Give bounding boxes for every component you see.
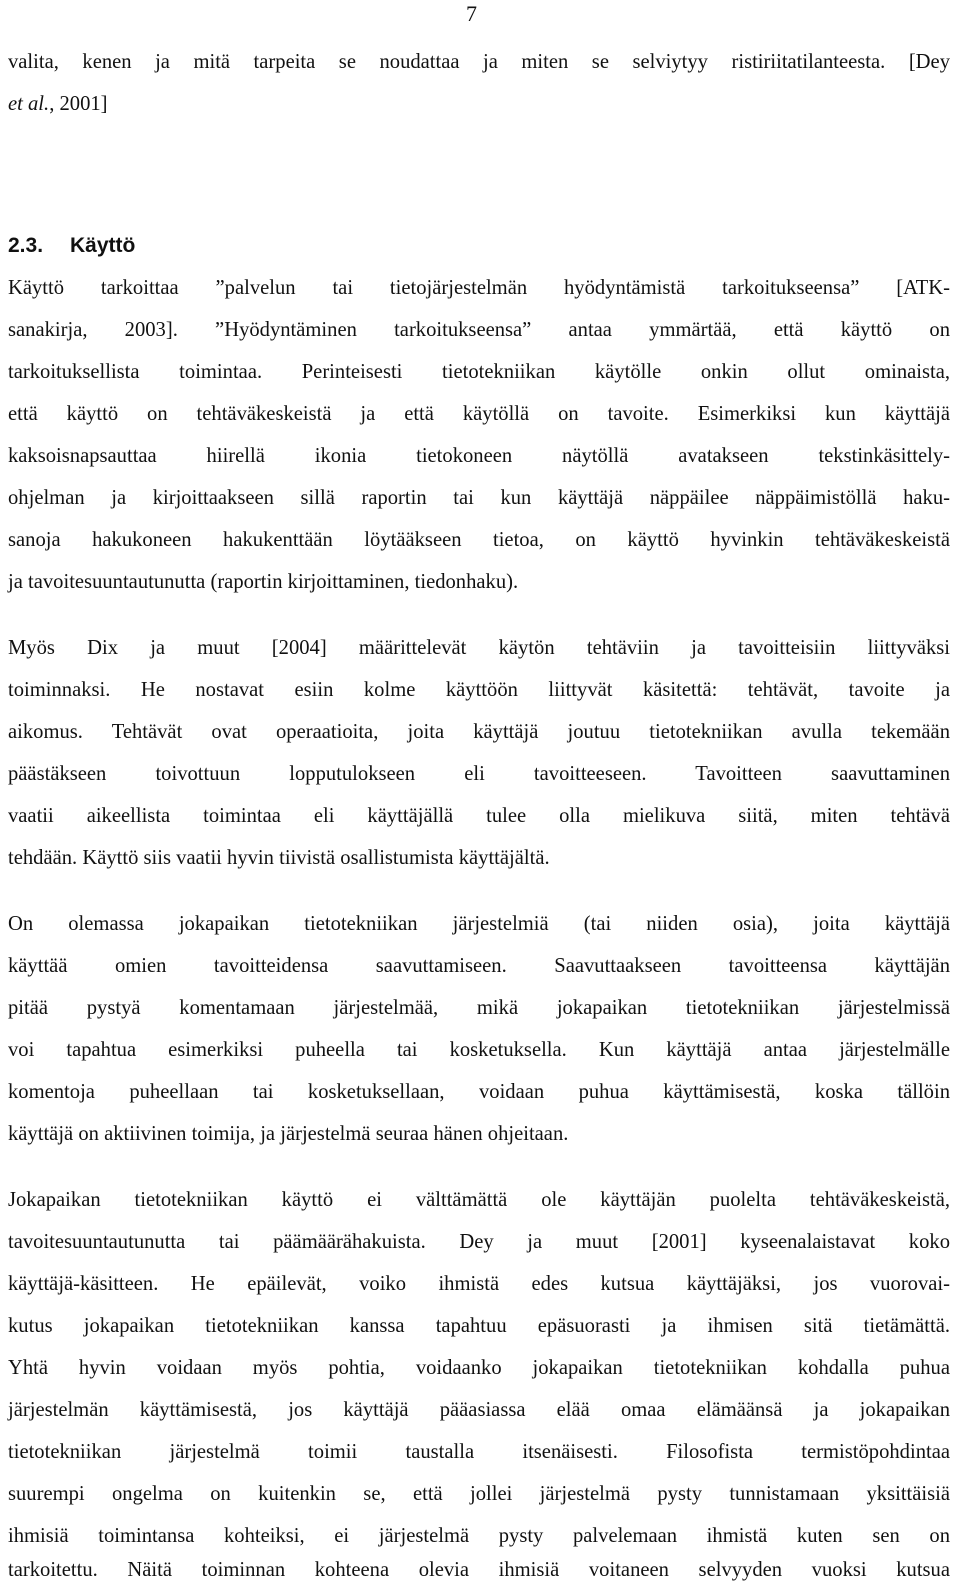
text-line: Myös Dix ja muut [2004] määrittelevät käytön tehtäviin ja tavoitteisiin liittyväksi xyxy=(8,637,950,659)
section-number: 2.3. xyxy=(8,234,44,257)
text-line: sanoja hakukoneen hakukenttään löytääkseen tietoa, on käyttö hyvinkin tehtäväkeskeistä xyxy=(8,529,950,551)
text-line: kutus jokapaikan tietotekniikan kanssa tapahtuu epäsuorasti ja ihmisen sitä tietämättä. xyxy=(8,1315,950,1337)
text-line: pitää pystyä komentamaan järjestelmää, mikä jokapaikan tietotekniikan järjestelmissä xyxy=(8,997,950,1019)
text-line: Käyttö tarkoittaa ”palvelun tai tietojärjestelmän hyödyntämistä tarkoitukseensa” [ATK- xyxy=(8,277,950,299)
text-line: käyttää omien tavoitteidensa saavuttamiseen. Saavuttaakseen tavoitteensa käyttäjän xyxy=(8,955,950,977)
text-line: komentoja puheellaan tai kosketuksellaan, voidaan puhua käyttämisestä, koska tällöin xyxy=(8,1081,950,1103)
text-line: kaksoisnapsauttaa hiirellä ikonia tietokoneen näytöllä avatakseen tekstinkäsittely- xyxy=(8,445,950,467)
text-line: Yhtä hyvin voidaan myös pohtia, voidaanko jokapaikan tietotekniikan kohdalla puhua xyxy=(8,1357,950,1379)
text-line: suurempi ongelma on kuitenkin se, että jollei järjestelmä pysty tunnistamaan yksittäisiä xyxy=(8,1483,950,1505)
section-title: Käyttö xyxy=(70,234,136,257)
text-line: ohjelman ja kirjoittaakseen sillä raportin tai kun käyttäjä näppäilee näppäimistöllä haku- xyxy=(8,487,950,509)
intro-citation-italic: et al. xyxy=(8,93,50,115)
text-line: voi tapahtua esimerkiksi puheella tai kosketuksella. Kun käyttäjä antaa järjestelmälle xyxy=(8,1039,950,1061)
text-line: tarkoitettu. Näitä toiminnan kohteena olevia ihmisiä voitaneen selvyyden vuoksi kutsua xyxy=(8,1559,950,1581)
intro-line-2 xyxy=(8,90,950,118)
text-line: toiminnaksi. He nostavat esiin kolme käyttöön liittyvät käsitettä: tehtävät, tavoite ja xyxy=(8,679,950,701)
section-heading xyxy=(8,232,135,260)
text-line: päästäkseen toivottuun lopputulokseen eli tavoitteeseen. Tavoitteen saavuttaminen xyxy=(8,763,950,785)
text-line: järjestelmän käyttämisestä, jos käyttäjä pääasiassa elää omaa elämäänsä ja jokapaikan xyxy=(8,1399,950,1421)
text-line: ja tavoitesuuntautunutta (raportin kirjoittaminen, tiedonhaku). xyxy=(8,571,519,593)
text-line: aikomus. Tehtävät ovat operaatioita, joita käyttäjä joutuu tietotekniikan avulla tekemään xyxy=(8,721,950,743)
intro-line-1: valita, kenen ja mitä tarpeita se noudattaa ja miten se selviytyy ristiriitatilanteesta. [Dey xyxy=(8,51,950,73)
text-line: vaatii aikeellista toimintaa eli käyttäjällä tulee olla mielikuva siitä, miten tehtävä xyxy=(8,805,950,827)
text-line: että käyttö on tehtäväkeskeistä ja että käytöllä on tavoite. Esimerkiksi kun käyttäjä xyxy=(8,403,950,425)
text-line: tehdään. Käyttö siis vaatii hyvin tiivistä osallistumista käyttäjältä. xyxy=(8,847,550,869)
text-line: tietotekniikan järjestelmä toimii taustalla itsenäisesti. Filosofista termistöpohdintaa xyxy=(8,1441,950,1463)
text-line: tavoitesuuntautunutta tai päämäärähakuista. Dey ja muut [2001] kyseenalaistavat koko xyxy=(8,1231,950,1253)
text-line: ihmisiä toimintansa kohteiksi, ei järjestelmä pysty palvelemaan ihmistä kuten sen on xyxy=(8,1525,950,1547)
text-line: käyttäjä on aktiivinen toimija, ja järjestelmä seuraa hänen ohjeitaan. xyxy=(8,1123,569,1145)
text-line: tarkoituksellista toimintaa. Perinteisesti tietotekniikan käytölle onkin ollut ominaista, xyxy=(8,361,950,383)
page-number: 7 xyxy=(466,1,477,26)
text-line: Jokapaikan tietotekniikan käyttö ei välttämättä ole käyttäjän puolelta tehtäväkeskeistä, xyxy=(8,1189,950,1211)
text-line: sanakirja, 2003]. ”Hyödyntäminen tarkoitukseensa” antaa ymmärtää, että käyttö on xyxy=(8,319,950,341)
text-line: On olemassa jokapaikan tietotekniikan järjestelmiä (tai niiden osia), joita käyttäjä xyxy=(8,913,950,935)
text-line: käyttäjä-käsitteen. He epäilevät, voiko ihmistä edes kutsua käyttäjäksi, jos vuorovai- xyxy=(8,1273,950,1295)
intro-citation-rest: , 2001] xyxy=(49,93,108,115)
